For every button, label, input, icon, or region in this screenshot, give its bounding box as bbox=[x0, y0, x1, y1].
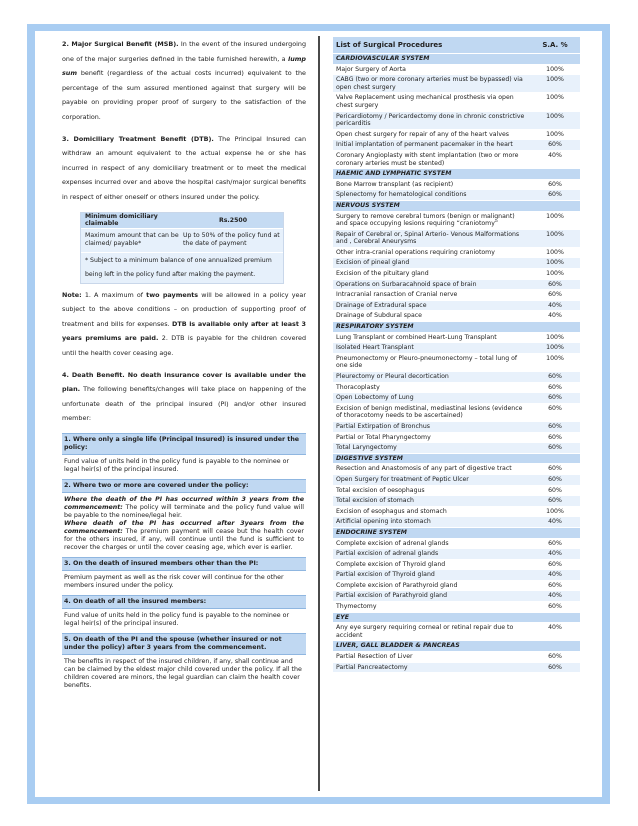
dtb-table-h1: Minimum domiciliary claimable bbox=[85, 213, 158, 228]
procedure-name: Surgery to remove cerebral tumors (benign or malignant) and space occupying lesions requiring “craniotomy” bbox=[333, 211, 530, 229]
category-blank bbox=[530, 527, 580, 538]
table-row bbox=[333, 300, 580, 311]
table-row bbox=[333, 421, 580, 432]
left-column bbox=[62, 37, 306, 693]
category-row bbox=[333, 200, 580, 211]
category-blank bbox=[530, 612, 580, 623]
section-4-body: Fund value of units held in the policy fund is payable to the nominee or legal heir(s) of the principal insured. bbox=[64, 611, 290, 627]
category-label: RESPIRATORY SYSTEM bbox=[333, 322, 530, 333]
category-row bbox=[333, 169, 580, 180]
table-row bbox=[333, 403, 580, 421]
table-row bbox=[333, 140, 580, 151]
sa-percent: 60% bbox=[530, 580, 580, 591]
procedure-name: Isolated Heart Transplant bbox=[333, 343, 530, 354]
sa-percent: 60% bbox=[530, 538, 580, 549]
s2-t2: The premium payment will cease but the health cover for the others insured, if any, will continue until the fund is sufficient to recover the charges or until the cover ceasing age, which ever is earlier. bbox=[64, 527, 304, 551]
procedure-name: Partial Pancreatectomy bbox=[333, 662, 530, 673]
procedure-name: Excision of the pituitary gland bbox=[333, 269, 530, 280]
procedure-name: Initial implantation of permanent pacemaker in the heart bbox=[333, 140, 530, 151]
dtb-table-r1c2: Up to 50% of the policy fund at the date of payment bbox=[183, 231, 280, 248]
procedure-name: Any eye surgery requiring corneal or retinal repair due to accident bbox=[333, 623, 530, 641]
sa-percent: 60% bbox=[530, 464, 580, 475]
procedure-name: Partial Resection of Liver bbox=[333, 652, 530, 663]
table-row bbox=[333, 538, 580, 549]
table-row bbox=[333, 279, 580, 290]
table-row bbox=[333, 290, 580, 301]
procedure-name: Drainage of Subdural space bbox=[333, 311, 530, 322]
sa-percent: 100% bbox=[530, 93, 580, 111]
sa-percent: 60% bbox=[530, 496, 580, 507]
table-row bbox=[333, 211, 580, 229]
sa-percent: 60% bbox=[530, 602, 580, 613]
sa-percent: 60% bbox=[530, 559, 580, 570]
sa-percent: 60% bbox=[530, 382, 580, 393]
note-t3: 2. DTB is payable for the children covered until the health cover ceasing age. bbox=[62, 334, 306, 357]
procedure-name: Total excision of oesophagus bbox=[333, 485, 530, 496]
sa-percent: 60% bbox=[530, 393, 580, 404]
table-row bbox=[333, 269, 580, 280]
table-row bbox=[333, 432, 580, 443]
column-divider bbox=[318, 36, 320, 791]
section-4-heading: 4. On death of all the insured members: bbox=[62, 595, 306, 609]
sa-percent: 100% bbox=[530, 129, 580, 140]
table-row bbox=[333, 474, 580, 485]
s2-t1: The policy will terminate and the policy fund value will be payable to the nominee/legal heir. bbox=[64, 503, 304, 519]
sa-percent: 60% bbox=[530, 179, 580, 190]
table-row bbox=[333, 496, 580, 507]
s2-b2: Where death of the PI has occurred after 3years from the commencement: bbox=[64, 519, 304, 535]
procedure-name: Lung Transplant or combined Heart-Lung Transplant bbox=[333, 332, 530, 343]
table-row bbox=[333, 602, 580, 613]
procedure-name: Open Lobectomy of Lung bbox=[333, 393, 530, 404]
table-row bbox=[333, 393, 580, 404]
section-3-body: Premium payment as well as the risk cover will continue for the other members insured under the policy. bbox=[64, 573, 284, 589]
column-header-procedure: List of Surgical Procedures bbox=[333, 37, 530, 54]
category-row bbox=[333, 641, 580, 652]
procedure-name: Major Surgery of Aorta bbox=[333, 64, 530, 75]
sa-percent: 100% bbox=[530, 64, 580, 75]
category-label: ENDOCRINE SYSTEM bbox=[333, 527, 530, 538]
procedure-name: Thoracoplasty bbox=[333, 382, 530, 393]
procedure-name: Operations on Surbaracahnoid space of brain bbox=[333, 279, 530, 290]
category-row bbox=[333, 322, 580, 333]
table-row bbox=[333, 623, 580, 641]
dtb-table-header bbox=[81, 213, 283, 228]
procedure-name: Excision of pineal gland bbox=[333, 258, 530, 269]
table-row bbox=[333, 570, 580, 581]
procedure-name: Intracranial ransaction of Cranial nerve bbox=[333, 290, 530, 301]
sa-percent: 100% bbox=[530, 343, 580, 354]
table-row bbox=[333, 129, 580, 140]
sa-percent: 60% bbox=[530, 403, 580, 421]
category-row bbox=[333, 54, 580, 65]
procedure-name: Complete excision of Thyroid gland bbox=[333, 559, 530, 570]
msb-lump: lump sum bbox=[62, 54, 306, 78]
table-row bbox=[333, 150, 580, 168]
category-blank bbox=[530, 641, 580, 652]
table-row bbox=[333, 506, 580, 517]
sa-percent: 100% bbox=[530, 211, 580, 229]
msb-heading: 2. Major Surgical Benefit (MSB). bbox=[62, 40, 179, 48]
section-1-heading: 1. Where only a single life (Principal Insured) is insured under the policy: bbox=[62, 433, 306, 455]
category-label: HAEMIC AND LYMPHATIC SYSTEM bbox=[333, 169, 530, 180]
table-row bbox=[333, 559, 580, 570]
table-row bbox=[333, 247, 580, 258]
table-header-row bbox=[333, 37, 580, 54]
sa-percent: 60% bbox=[530, 290, 580, 301]
procedure-name: Complete excision of Parathyroid gland bbox=[333, 580, 530, 591]
procedure-name: Complete excision of adrenal glands bbox=[333, 538, 530, 549]
procedure-name: Thymectomy bbox=[333, 602, 530, 613]
sa-percent: 60% bbox=[530, 140, 580, 151]
sa-percent: 100% bbox=[530, 258, 580, 269]
table-row bbox=[333, 353, 580, 371]
table-body bbox=[333, 54, 580, 673]
category-row bbox=[333, 527, 580, 538]
procedure-name: Splenectomy for hematological conditions bbox=[333, 190, 530, 201]
dtb-table-r1c1: Maximum amount that can be claimed/ payable* bbox=[85, 231, 179, 248]
procedure-name: Pleurectomy or Pleural decortication bbox=[333, 372, 530, 383]
section-5-body: The benefits in respect of the insured children, if any, shall continue and can be claimed by the eldest major child covered under the policy. If all the children covered are minors, the legal guardian can claim the health cover benefits. bbox=[64, 657, 302, 689]
section-2-heading: 2. Where two or more are covered under the policy: bbox=[62, 479, 306, 493]
sa-percent: 40% bbox=[530, 570, 580, 581]
procedure-name: Pericardiotomy / Pericardectomy done in chronic constrictive pericarditis bbox=[333, 111, 530, 129]
sa-percent: 100% bbox=[530, 247, 580, 258]
sa-percent: 100% bbox=[530, 229, 580, 247]
procedure-name: Partial excision of Parathyroid gland bbox=[333, 591, 530, 602]
procedure-name: Repair of Cerebral or, Spinal Arterio- Venous Malformations and , Cerebral Aneurysms bbox=[333, 229, 530, 247]
table-row bbox=[333, 93, 580, 111]
note-b2: DTB is available only after at least 3 years premiums are paid. bbox=[62, 319, 306, 343]
sa-percent: 60% bbox=[530, 652, 580, 663]
s2-b1: Where the death of the PI has occurred within 3 years from the commencement: bbox=[64, 495, 304, 511]
procedure-name: Coronary Angioplasty with stent implantation (two or more coronary arteries must be stented) bbox=[333, 150, 530, 168]
category-label: EYE bbox=[333, 612, 530, 623]
table-row bbox=[333, 332, 580, 343]
sa-percent: 100% bbox=[530, 111, 580, 129]
table-row bbox=[333, 591, 580, 602]
table-row bbox=[333, 111, 580, 129]
category-label: LIVER, GALL BLADDER & PANCREAS bbox=[333, 641, 530, 652]
sa-percent: 100% bbox=[530, 506, 580, 517]
death-heading: 4. Death Benefit. No death insurance cover is available under the plan. bbox=[62, 370, 306, 394]
procedure-name: Partial excision of Thyroid gland bbox=[333, 570, 530, 581]
sa-percent: 40% bbox=[530, 517, 580, 528]
sa-percent: 60% bbox=[530, 662, 580, 673]
sa-percent: 60% bbox=[530, 190, 580, 201]
category-label: NERVOUS SYSTEM bbox=[333, 200, 530, 211]
dtb-table-note: * Subject to a minimum balance of one annualized premium being left in the policy fund after making the payment. bbox=[81, 252, 283, 283]
table-row bbox=[333, 443, 580, 454]
sa-percent: 40% bbox=[530, 150, 580, 168]
section-5-heading: 5. On death of the PI and the spouse (whether insured or not under the policy) after 3 years from the commencement. bbox=[62, 633, 306, 655]
note-t2: will be allowed in a policy year subject to the above conditions – on production of supporting proof of treatment and bills for expenses. bbox=[62, 290, 306, 328]
sa-percent: 40% bbox=[530, 591, 580, 602]
category-row bbox=[333, 453, 580, 464]
procedure-name: Drainage of Extradural space bbox=[333, 300, 530, 311]
right-column bbox=[333, 37, 580, 673]
note-b1: two payments bbox=[146, 290, 199, 299]
sa-percent: 60% bbox=[530, 432, 580, 443]
procedure-name: Pneumonectomy or Pleuro-pneumonectomy – total lung of one side bbox=[333, 353, 530, 371]
note-paragraph bbox=[62, 288, 306, 361]
sa-percent: 40% bbox=[530, 311, 580, 322]
sa-percent: 100% bbox=[530, 353, 580, 371]
table-row bbox=[333, 485, 580, 496]
category-label: DIGESTIVE SYSTEM bbox=[333, 453, 530, 464]
sa-percent: 60% bbox=[530, 485, 580, 496]
table-row bbox=[333, 190, 580, 201]
sa-percent: 40% bbox=[530, 549, 580, 560]
table-row bbox=[333, 311, 580, 322]
category-row bbox=[333, 612, 580, 623]
category-label: CARDIOVASCULAR SYSTEM bbox=[333, 54, 530, 65]
sa-percent: 100% bbox=[530, 269, 580, 280]
note-t1: 1. A maximum of bbox=[81, 290, 147, 299]
sa-percent: 60% bbox=[530, 372, 580, 383]
sa-percent: 60% bbox=[530, 421, 580, 432]
table-row bbox=[333, 372, 580, 383]
procedure-name: Excision of esophagus and stomach bbox=[333, 506, 530, 517]
table-row bbox=[333, 580, 580, 591]
table-row bbox=[333, 179, 580, 190]
msb-paragraph bbox=[62, 37, 306, 125]
table-row bbox=[333, 343, 580, 354]
note-label: Note: bbox=[62, 290, 82, 299]
procedure-name: CABG (two or more coronary arteries must be bypassed) via open chest surgery bbox=[333, 75, 530, 93]
procedure-name: Bone Marrow transplant (as recipient) bbox=[333, 179, 530, 190]
procedure-name: Total Laryngectomy bbox=[333, 443, 530, 454]
procedure-name: Open chest surgery for repair of any of the heart valves bbox=[333, 129, 530, 140]
table-row bbox=[333, 662, 580, 673]
category-blank bbox=[530, 169, 580, 180]
procedure-name: Partial Extirpation of Bronchus bbox=[333, 421, 530, 432]
table-row bbox=[333, 464, 580, 475]
procedure-name: Artificial opening into stomach bbox=[333, 517, 530, 528]
table-row bbox=[333, 64, 580, 75]
category-blank bbox=[530, 200, 580, 211]
procedure-name: Excision of benign medistinal, mediastinal lesions (evidence of thoracotomy needs to be ascertained) bbox=[333, 403, 530, 421]
dtb-table bbox=[80, 212, 284, 284]
procedure-name: Other intra-cranial operations requiring craniotomy bbox=[333, 247, 530, 258]
msb-text1: In the event of the insured undergoing one of the major surgeries defined in the table furnished herewith, a bbox=[62, 40, 306, 63]
sa-percent: 60% bbox=[530, 279, 580, 290]
msb-text2: benefit (regardless of the actual costs incurred) equivalent to the percentage of the sum assured mentioned against that surgery will be payable on providing proper proof of surgery to the satisfaction of the corporation. bbox=[62, 69, 306, 121]
table-row bbox=[333, 652, 580, 663]
sa-percent: 100% bbox=[530, 332, 580, 343]
sa-percent: 40% bbox=[530, 300, 580, 311]
sa-percent: 60% bbox=[530, 443, 580, 454]
dtb-text: The Principal Insured can withdraw an amount equivalent to the actual expense he or she has incurred in respect of any domiciliary treatment or to meet the medical expenses incurred over and above the hospital cash/major surgical benefits in respect of either oneself or others insured under the policy. bbox=[62, 134, 306, 201]
section-2-body bbox=[62, 493, 306, 555]
dtb-table-row bbox=[81, 228, 283, 252]
section-3-heading: 3. On the death of insured members other than the PI: bbox=[62, 557, 306, 571]
dtb-paragraph bbox=[62, 132, 306, 205]
table-row bbox=[333, 382, 580, 393]
category-blank bbox=[530, 54, 580, 65]
procedure-name: Partial or Total Pharyngectomy bbox=[333, 432, 530, 443]
column-header-sa: S.A. % bbox=[530, 37, 580, 54]
sa-percent: 40% bbox=[530, 623, 580, 641]
table-row bbox=[333, 549, 580, 560]
dtb-table-h2: Rs.2500 bbox=[218, 216, 248, 224]
table-row bbox=[333, 229, 580, 247]
table-row bbox=[333, 75, 580, 93]
procedure-name: Resection and Anastomosis of any part of digestive tract bbox=[333, 464, 530, 475]
sa-percent: 60% bbox=[530, 474, 580, 485]
death-paragraph bbox=[62, 368, 306, 426]
surgical-procedures-table bbox=[333, 37, 580, 673]
category-blank bbox=[530, 322, 580, 333]
category-blank bbox=[530, 453, 580, 464]
dtb-heading: 3. Domiciliary Treatment Benefit (DTB). bbox=[62, 134, 214, 143]
procedure-name: Valve Replacement using mechanical prosthesis via open chest surgery bbox=[333, 93, 530, 111]
section-1-body: Fund value of units held in the policy fund is payable to the nominee or legal heir(s) of the principal insured. bbox=[64, 457, 290, 473]
death-text: The following benefits/changes will take place on happening of the unfortunate death of the principal insured (PI) and/or other insured member: bbox=[62, 385, 306, 423]
procedure-name: Total excision of stomach bbox=[333, 496, 530, 507]
procedure-name: Open Surgery for treatment of Peptic Ulcer bbox=[333, 474, 530, 485]
sa-percent: 100% bbox=[530, 75, 580, 93]
table-row bbox=[333, 517, 580, 528]
procedure-name: Partial excision of adrenal glands bbox=[333, 549, 530, 560]
table-row bbox=[333, 258, 580, 269]
